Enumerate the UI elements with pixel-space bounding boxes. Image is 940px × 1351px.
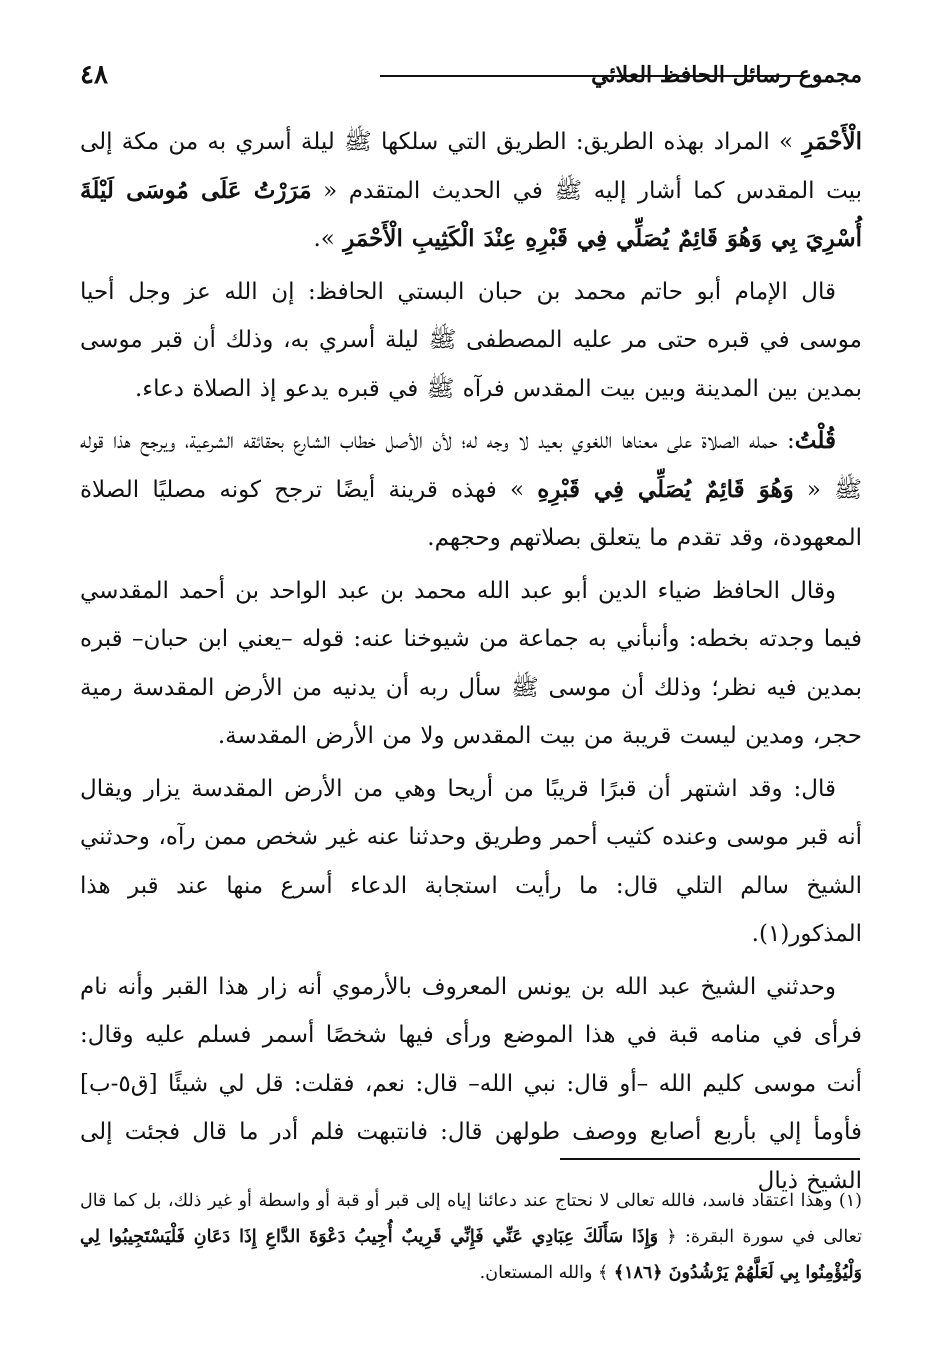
quoted-text: وَهُوَ قَائِمٌ يُصَلِّي فِي قَبْرِهِ <box>537 475 794 503</box>
paragraph-text: » فهذه قرينة أيضًا ترجح كونه مصليًا الصلاة المعهودة، وقد تقدم ما يتعلق بصلاتهم وحجهم. <box>80 476 862 551</box>
paragraph <box>80 963 862 1206</box>
paragraph-text: : حمله الصلاة على معناها اللغوي بعيد لا وجه له؛ لأن الأصل خطاب الشارع بحقائقه الشرعية، ويرجح هذا قوله ﷺ « <box>80 428 862 503</box>
footnote-separator <box>560 1158 860 1160</box>
quoted-text: الْأَحْمَرِ <box>802 128 862 155</box>
paragraph-text: قال الإمام أبو حاتم محمد بن حبان البستي الحافظ: إن الله عز وجل أحيا موسى في قبره حتى مر عليه المصطفى ﷺ ليلة أسري به، وذلك أن قبر موسى بمدين بين المدينة وبين بيت المقدس فرآه ﷺ في قبره يدعو إذ الصلاة دعاء. <box>80 278 862 402</box>
paragraph-text: قال: وقد اشتهر أن قبرًا قريبًا من أريحا وهي من الأرض المقدسة يزار ويقال أنه قبر موسى وعنده كثيب أحمر وطريق وحدثنا عنه غير شخص ممن رآه، وحدثني الشيخ سالم التلي قال: ما رأيت استجابة الدعاء أسرع منها عند قبر هذا المذكور(١). <box>80 775 862 947</box>
paragraph <box>80 765 862 959</box>
footnote <box>80 1183 862 1291</box>
main-text <box>80 118 862 1209</box>
paragraph-text: وحدثني الشيخ عبد الله بن يونس المعروف بالأرموي أنه زار هذا القبر وأنه نام فرأى في منامه قبة في هذا الموضع ورأى فيها شخصًا أسمر فسلم عليه وقال: أنت موسى كليم الله –أو قال: نبي الله– قال: نعم، فقلت: قل لي شيئًا [ق٥-ب] فأومأ إلي بأربع أصابع ووصف طولهن قال: فانتبهت فلم أدر ما قال فجئت إلى الشيخ ذيال <box>80 973 862 1194</box>
footnote-text: ﴾ والله المستعان. <box>479 1263 614 1283</box>
page-number: ٤٨ <box>80 60 108 90</box>
paragraph-text: » المراد بهذه الطريق: الطريق التي سلكها ﷺ ليلة أسري به من مكة إلى بيت المقدس كما أشار إليه ﷺ في الحديث المتقدم « <box>80 129 863 204</box>
footnote-quran-verse: وَإِذَا سَأَلَكَ عِبَادِي عَنِّي فَإِنِّي قَرِيبٌ أُجِيبُ دَعْوَةَ الدَّاعِ إِذَا دَعَانِ فَلْيَسْتَجِيبُوا لِي وَلْيُؤْمِنُوا بِي لَعَلَّهُمْ يَرْشُدُونَ ﴿١٨٦﴾ <box>80 1227 862 1283</box>
paragraph <box>80 567 862 761</box>
header-rule <box>380 75 810 77</box>
running-title: مجموع رسائل الحافظ العلائي <box>591 62 862 88</box>
paragraph <box>80 417 862 563</box>
paragraph-text: ». <box>313 226 344 252</box>
paragraph <box>80 268 862 414</box>
paragraph <box>80 118 862 264</box>
quoted-text: قُلْتُ <box>794 427 836 454</box>
quoted-text: مَرَرْتُ عَلَى مُوسَى لَيْلَةَ أُسْرِيَ بِي وَهُوَ قَائِمٌ يُصَلِّي فِي قَبْرِهِ عِنْدَ الْكَثِيبِ الْأَحْمَرِ <box>80 176 862 252</box>
footnote-text: (١) وهذا اعتقاد فاسد، فالله تعالى لا نحتاج عند دعائنا إياه إلى قبر أو قبة أو واسطة أو غير ذلك، بل كما قال تعالى في سورة البقرة: ﴿ <box>80 1191 862 1247</box>
paragraph-text: وقال الحافظ ضياء الدين أبو عبد الله محمد بن عبد الواحد بن أحمد المقدسي فيما وجدته بخطه: وأنبأني به جماعة من شيوخنا عنه: قوله –يعني ابن حبان– قبره بمدين فيه نظر؛ وذلك أن موسى ﷺ سأل ربه أن يدنيه من الأرض المقدسة رمية حجر، ومدين ليست قريبة من بيت المقدس ولا من الأرض المقدسة. <box>80 577 862 749</box>
